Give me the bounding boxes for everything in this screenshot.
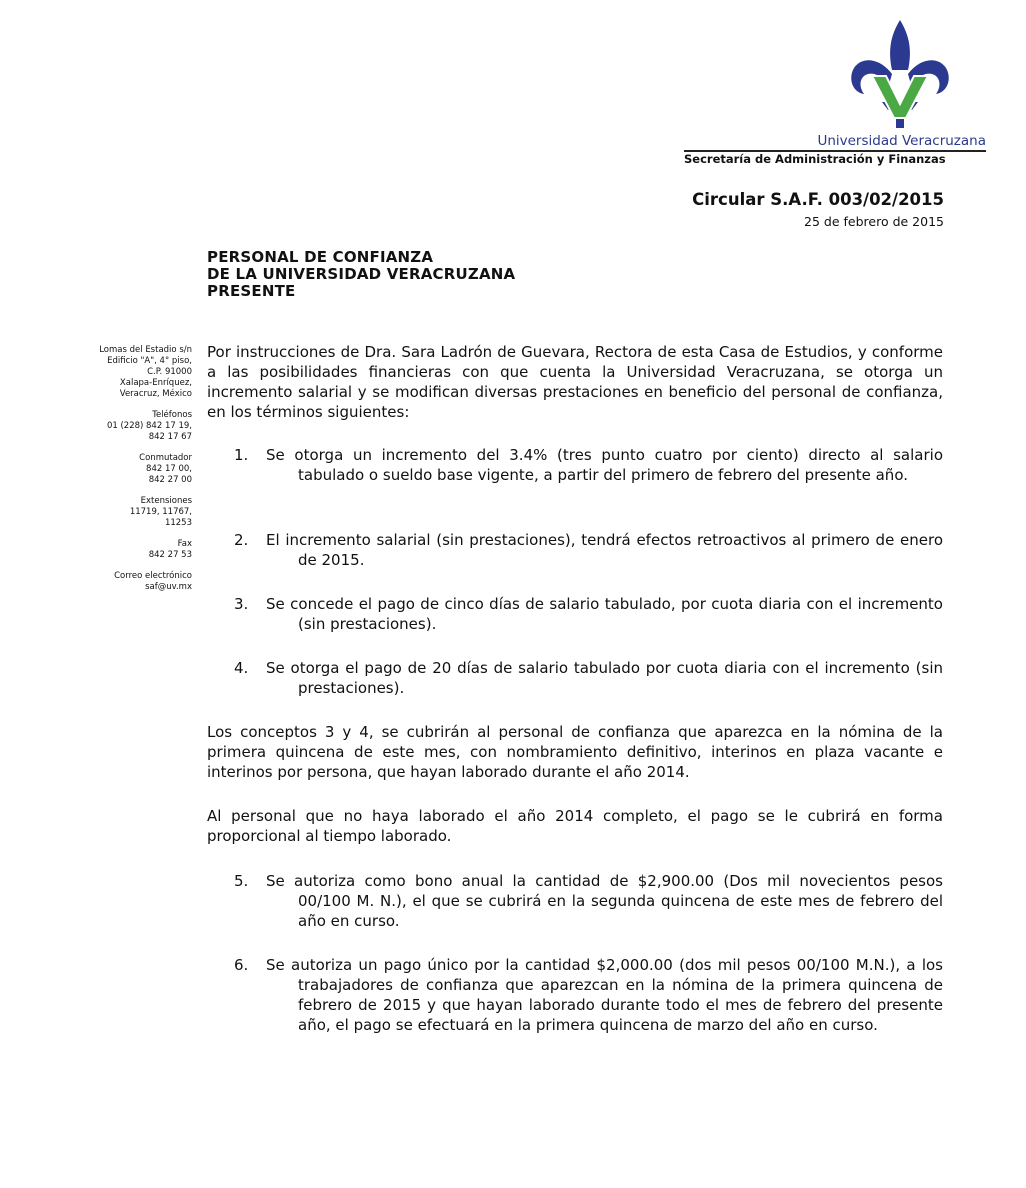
- address-line: C.P. 91000: [147, 367, 192, 377]
- fax-label: Fax: [177, 539, 192, 549]
- list-item-text: Se concede el pago de cinco días de salario tabulado, por cuota diaria con el incremento (sin prestaciones).: [266, 595, 943, 633]
- switchboard-group: [60, 453, 192, 486]
- extensions-label: Extensiones: [140, 496, 192, 506]
- list-item-number: 2.: [234, 531, 249, 549]
- address-line: Xalapa-Enríquez,: [119, 378, 192, 388]
- extensions-line: 11253: [164, 518, 192, 528]
- green-v-mark: [872, 76, 928, 118]
- university-name: Universidad Veracruzana: [817, 133, 986, 149]
- fax-number: 842 27 53: [148, 550, 192, 560]
- email-label: Correo electrónico: [114, 571, 192, 581]
- address-group: [60, 345, 192, 400]
- email-address: saf@uv.mx: [145, 582, 192, 592]
- addressee-line-2: DE LA UNIVERSIDAD VERACRUZANA: [207, 265, 516, 283]
- phones-label: Teléfonos: [152, 410, 192, 420]
- university-logo: [846, 18, 954, 130]
- phone-line: 01 (228) 842 17 19,: [106, 421, 192, 431]
- switchboard-label: Conmutador: [139, 453, 192, 463]
- circular-number: Circular S.A.F. 003/02/2015: [692, 190, 944, 209]
- phones-group: [60, 410, 192, 443]
- contact-sidebar: [60, 345, 192, 603]
- extensions-group: [60, 496, 192, 529]
- addressee-line-1: PERSONAL DE CONFIANZA: [207, 248, 434, 266]
- list-item-number: 4.: [234, 659, 249, 677]
- fleur-de-lis-center-petal: [890, 20, 910, 70]
- list-item-number: 6.: [234, 956, 249, 974]
- extensions-line: 11719, 11767,: [129, 507, 192, 517]
- address-line: Lomas del Estadio s/n: [99, 345, 192, 355]
- department-name: Secretaría de Administración y Finanzas: [684, 152, 946, 166]
- list-item-number: 3.: [234, 595, 249, 613]
- circular-date: 25 de febrero de 2015: [804, 214, 944, 229]
- phone-line: 842 17 67: [148, 432, 192, 442]
- switchboard-line: 842 17 00,: [146, 464, 192, 474]
- addressee-line-3: PRESENTE: [207, 282, 296, 300]
- list-item-text: El incremento salarial (sin prestaciones), tendrá efectos retroactivos al primero de enero de 2015.: [266, 531, 943, 569]
- proportional-paragraph: Al personal que no haya laborado el año 2014 completo, el pago se le cubrirá en forma proporcional al tiempo laborado.: [207, 807, 943, 845]
- list-item-text: Se autoriza un pago único por la cantidad $2,000.00 (dos mil pesos 00/100 M.N.), a los trabajadores de confianza que aparezcan en la nómina de la primera quincena de febrero de 2015 y que hayan laborado durante todo el mes de febrero del presente año, el pago se efectuará en la primera quincena de marzo del año en curso.: [266, 956, 943, 1034]
- list-item-number: 1.: [234, 446, 249, 464]
- list-item-text: Se otorga un incremento del 3.4% (tres punto cuatro por ciento) directo al salario tabulado o sueldo base vigente, a partir del primero de febrero del presente año.: [266, 446, 943, 484]
- address-line: Veracruz, México: [119, 389, 192, 399]
- list-item-text: Se autoriza como bono anual la cantidad de $2,900.00 (Dos mil novecientos pesos 00/100 M. N.), el que se cubrirá en la segunda quincena de este mes de febrero del año en curso.: [266, 872, 943, 930]
- addressee-block: [207, 249, 515, 300]
- fax-group: [60, 539, 192, 561]
- address-line: Edificio "A", 4° piso,: [107, 356, 192, 366]
- list-item-text: Se otorga el pago de 20 días de salario tabulado por cuota diaria con el incremento (sin prestaciones).: [266, 659, 943, 697]
- switchboard-line: 842 27 00: [148, 475, 192, 485]
- concepts-paragraph: Los conceptos 3 y 4, se cubrirán al personal de confianza que aparezca en la nómina de la primera quincena de este mes, con nombramiento definitivo, interinos en plaza vacante e interinos por persona, que hayan laborado durante el año 2014.: [207, 723, 943, 781]
- list-item-number: 5.: [234, 872, 249, 890]
- email-group: [60, 571, 192, 593]
- intro-paragraph: Por instrucciones de Dra. Sara Ladrón de Guevara, Rectora de esta Casa de Estudios, y conforme a las posibilidades financieras con que cuenta la Universidad Veracruzana, se otorga un incremento salarial y se modifican diversas prestaciones en beneficio del personal de confianza, en los términos siguientes:: [207, 343, 943, 421]
